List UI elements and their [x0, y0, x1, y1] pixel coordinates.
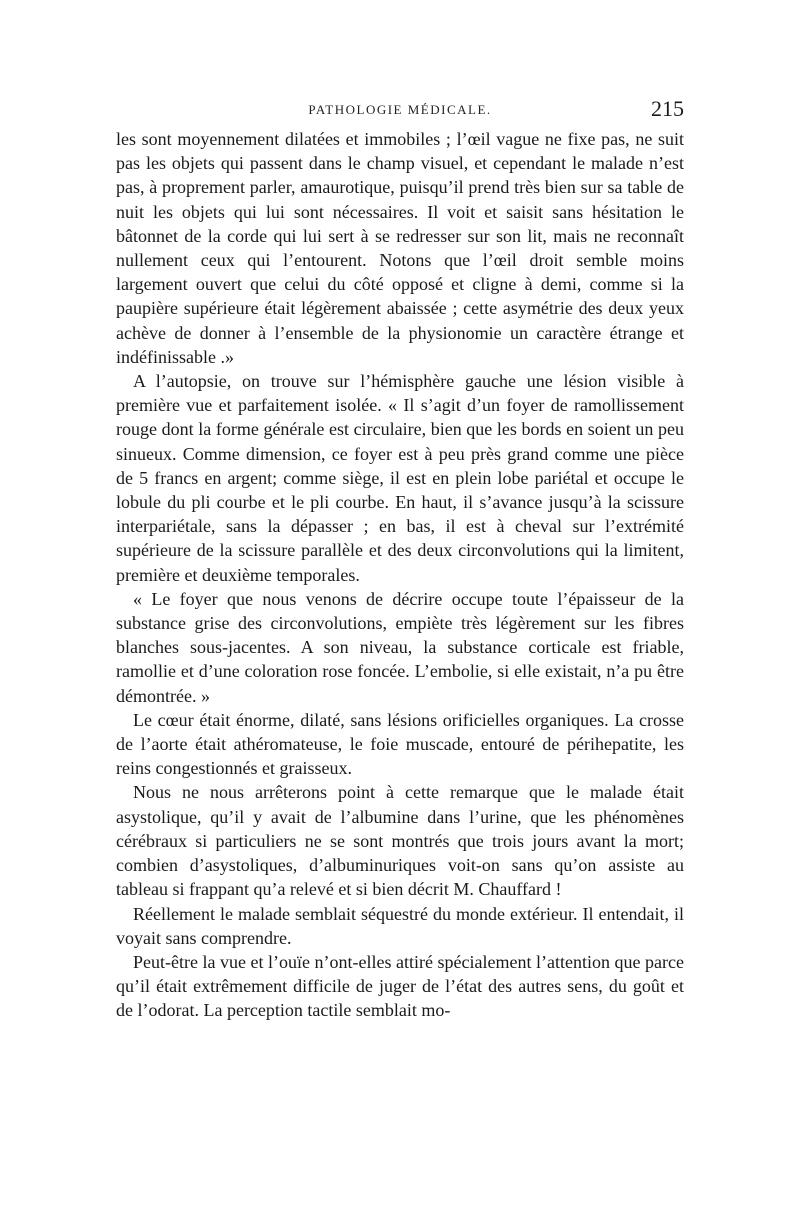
- paragraph-sequestre: Réellement le malade semblait séquestré du monde extérieur. Il entendait, il voyait sans comprendre.: [116, 903, 684, 948]
- running-title: PATHOLOGIE MÉDICALE.: [308, 102, 492, 117]
- paragraph-autopsy: A l’autopsie, on trouve sur l’hémisphère gauche une lésion visible à première vue et parfaitement isolée. « Il s’agit d’un foyer de ramollissement rouge dont la forme générale est circulaire, bien que les bords en soient un peu sinueux. Comme dimension, ce foyer est à peu près grand comme une pièce de 5 francs en argent; comme siège, il est en plein lobe pariétal et occupe le lobule du pli courbe et le pli courbe. En haut, il s’avance jusqu’à la scissure interpariétale, sans la dépasser ; en bas, il est à cheval sur l’extrémité supérieure de la scissure parallèle et des deux circonvolutions qui la limitent, première et deuxième temporales.: [116, 371, 684, 585]
- paragraph-foyer: « Le foyer que nous venons de décrire occupe toute l’épaisseur de la substance grise des circonvolutions, empiète très légèrement sur les fibres blanches sous-jacentes. A son niveau, la substance corticale est friable, ramollie et d’une coloration rose foncée. L’embolie, si elle existait, n’a pu être démontrée. »: [116, 588, 684, 706]
- page-number: 215: [651, 96, 684, 121]
- paragraph-vue-ouie: Peut-être la vue et l’ouïe n’ont-elles attiré spécialement l’attention que parce qu’il était extrêmement difficile de juger de l’état des autres sens, du goût et de l’odorat. La perception tactile semblait mo-: [116, 951, 684, 1021]
- body-text: [116, 127, 684, 1023]
- paragraph-asystolique: Nous ne nous arrêterons point à cette remarque que le malade était asystolique, qu’il y avait de l’albumine dans l’urine, que les phénomènes cérébraux si particuliers ne se sont montrés que trois jours avant la mort; combien d’asystoliques, d’albuminuriques voit-on sans qu’on assiste au tableau si frappant qu’a relevé et si bien décrit M. Chauffard !: [116, 782, 684, 900]
- paragraph-coeur: Le cœur était énorme, dilaté, sans lésions orificielles organiques. La crosse de l’aorte était athéromateuse, le foie muscade, entouré de périhepatite, les reins congestionnés et graisseux.: [116, 709, 684, 779]
- paragraph-continuation: les sont moyennement dilatées et immobiles ; l’œil vague ne fixe pas, ne suit pas les objets qui passent dans le champ visuel, et cependant le malade n’est pas, à proprement parler, amaurotique, puisqu’il prend très bien sur sa table de nuit les objets qui lui sont nécessaires. Il voit et saisit sans hésitation le bâtonnet de la corde qui lui sert à se redresser sur son lit, mais ne reconnaît nullement ceux qui l’entourent. Notons que l’œil droit semble moins largement ouvert que celui du côté opposé et cligne à demi, comme si la paupière supérieure était légèrement abaissée ; cette asymétrie des deux yeux achève de donner à l’ensemble de la physionomie un caractère étrange et indéfinissable .»: [116, 129, 684, 367]
- running-head: [116, 96, 684, 124]
